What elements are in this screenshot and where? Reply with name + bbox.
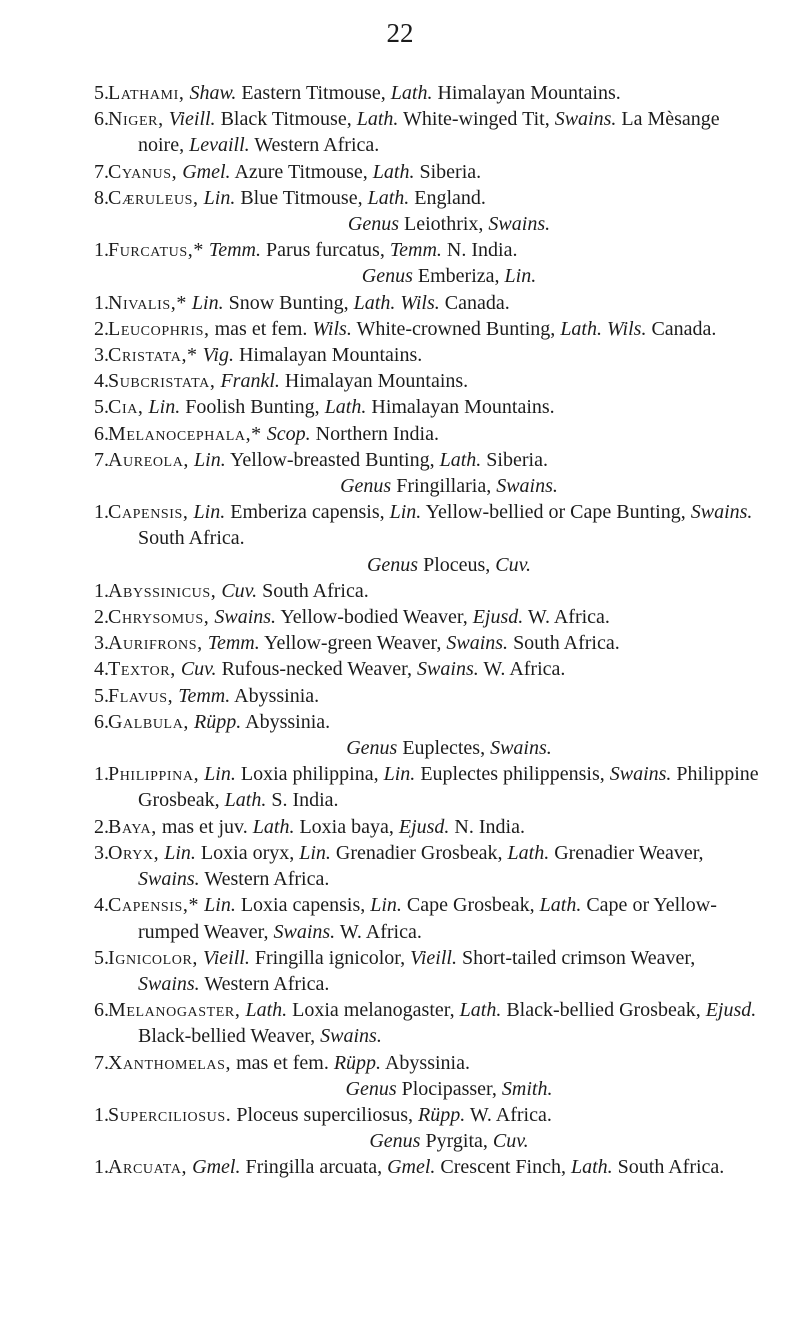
species-author: Frankl.: [220, 370, 280, 393]
species-entry: [94, 368, 759, 394]
entry-text: Canada.: [444, 291, 510, 314]
entry-number: 4.: [94, 894, 109, 917]
entry-text: W. Africa.: [339, 920, 422, 943]
reference-author: Swains.: [554, 108, 617, 131]
species-name: Capensis,*: [108, 894, 200, 917]
species-name: Furcatus,*: [108, 239, 204, 262]
reference-author: Lath.: [539, 894, 582, 917]
genus-name: Fringillaria,: [396, 475, 492, 498]
species-author: Lin.: [204, 894, 236, 917]
reference-author: Lin.: [389, 501, 422, 524]
species-name: Melanogaster,: [108, 999, 241, 1022]
entry-text: South Africa.: [138, 527, 245, 550]
reference-author: Lath.: [372, 160, 415, 183]
entry-text: Cape Grosbeak,: [406, 894, 535, 917]
entry-description: Yellow-green Weaver,: [264, 632, 442, 655]
entry-text: South Africa.: [513, 632, 620, 655]
reference-author: Temm.: [389, 239, 442, 262]
entry-description: mas et juv.: [161, 815, 248, 838]
entry-number: 5.: [94, 396, 109, 419]
entry-text: Canada.: [651, 317, 717, 340]
species-author: Temm.: [207, 632, 260, 655]
entry-description: Loxia philippina,: [240, 763, 379, 786]
species-author: Cuv.: [180, 658, 217, 681]
entry-text: W. Africa.: [483, 658, 566, 681]
reference-author: Ejusd.: [398, 815, 450, 838]
entry-number: 7.: [94, 448, 109, 471]
species-list: [94, 80, 759, 1181]
species-name: Niger,: [108, 108, 164, 131]
reference-author: Lath.: [252, 815, 295, 838]
species-name: Cia,: [108, 396, 144, 419]
entry-number: 6.: [94, 422, 109, 445]
species-name: Melanocephala,*: [108, 422, 262, 445]
entry-text: N. India.: [446, 239, 518, 262]
entry-number: 6.: [94, 999, 109, 1022]
species-author: Rüpp.: [194, 710, 242, 733]
species-name: Chrysomus,: [108, 606, 210, 629]
species-entry: [94, 447, 759, 473]
entry-text: Grenadier Weaver,: [554, 841, 704, 864]
entry-description: Rufous-necked Weaver,: [221, 658, 413, 681]
genus-heading: [99, 211, 759, 237]
entry-text: Siberia.: [486, 448, 548, 471]
entry-text: Short-tailed crimson Weaver,: [461, 946, 696, 969]
species-author: Lin.: [204, 763, 236, 786]
reference-author: Swains.: [320, 1025, 382, 1048]
species-name: Galbula,: [108, 710, 190, 733]
genus-heading: [99, 1076, 759, 1102]
species-name: Subcristata,: [108, 370, 216, 393]
entry-number: 1.: [94, 291, 109, 314]
genus-label: Genus: [366, 553, 419, 576]
genus-label: Genus: [369, 1130, 421, 1153]
genus-author: Lin.: [504, 265, 537, 288]
species-name: Abyssinicus,: [108, 579, 217, 602]
species-entry: [94, 342, 759, 368]
entry-text: Grenadier Grosbeak,: [335, 841, 503, 864]
genus-heading: [99, 1128, 759, 1154]
entry-number: 1.: [94, 579, 109, 602]
entry-number: 5.: [94, 82, 109, 104]
genus-name: Emberiza,: [417, 265, 500, 288]
entry-text: Euplectes philippensis,: [420, 763, 605, 786]
entry-description: South Africa.: [262, 579, 369, 602]
species-author: Vieill.: [203, 946, 250, 969]
species-name: Baya,: [108, 815, 157, 838]
reference-author: Levaill.: [189, 134, 250, 157]
entry-text: Western Africa.: [204, 868, 330, 891]
entry-text: Black-bellied Weaver,: [138, 1025, 316, 1048]
genus-heading: [99, 263, 759, 289]
entry-text: Yellow-bellied or Cape Bunting,: [425, 501, 686, 524]
reference-author: Lath.: [570, 1156, 613, 1179]
species-author: Vieill.: [168, 108, 216, 131]
entry-text: Abyssinia.: [384, 1051, 470, 1074]
entry-text: White-crowned Bunting,: [356, 317, 556, 340]
species-entry: [94, 290, 759, 316]
species-entry: [94, 997, 759, 1049]
genus-label: Genus: [346, 737, 398, 760]
entry-number: 2.: [94, 606, 109, 629]
entry-text: Loxia baya,: [299, 815, 394, 838]
entry-text: England.: [414, 186, 486, 209]
genus-name: Ploceus,: [423, 553, 491, 576]
entry-description: Yellow-breasted Bunting,: [229, 448, 435, 471]
entry-description: Abyssinia.: [234, 684, 320, 707]
entry-description: Emberiza capensis,: [230, 501, 385, 524]
entry-description: Ploceus superciliosus,: [236, 1103, 413, 1126]
species-entry: [94, 421, 759, 447]
entry-text: White-winged Tit,: [403, 108, 550, 131]
species-entry: [94, 683, 759, 709]
entry-number: 1.: [94, 501, 109, 524]
entry-description: Black Titmouse,: [220, 108, 352, 131]
species-name: Oryx,: [108, 841, 160, 864]
reference-author: Gmel.: [387, 1156, 436, 1179]
genus-author: Smith.: [501, 1077, 553, 1100]
genus-name: Pyrgita,: [425, 1130, 488, 1153]
genus-heading: [99, 473, 759, 499]
species-name: Aureola,: [108, 448, 190, 471]
species-author: Lath.: [245, 999, 288, 1022]
genus-name: Leiothrix,: [403, 213, 484, 236]
species-entry: [94, 761, 759, 813]
entry-text: La Mèsange noire,: [138, 108, 720, 157]
entry-number: 1.: [94, 1156, 109, 1179]
entry-number: 4.: [94, 370, 109, 393]
genus-name: Euplectes,: [402, 737, 486, 760]
reference-author: Lin.: [383, 763, 416, 786]
entry-text: Siberia.: [419, 160, 482, 183]
species-author: Shaw.: [189, 82, 237, 104]
entry-number: 3.: [94, 344, 109, 367]
entry-description: Himalayan Mountains.: [238, 344, 423, 367]
entry-text: Himalayan Mountains.: [437, 82, 621, 104]
genus-name: Plocipasser,: [401, 1077, 497, 1100]
entry-number: 1.: [94, 1103, 109, 1126]
species-entry: [94, 604, 759, 630]
species-entry: [94, 159, 759, 185]
reference-author: Swains.: [138, 972, 200, 995]
entry-description: Loxia capensis,: [240, 894, 366, 917]
genus-author: Cuv.: [495, 553, 532, 576]
species-entry: [94, 814, 759, 840]
entry-text: Western Africa.: [254, 134, 380, 157]
reference-author: Lath.: [459, 999, 502, 1022]
reference-author: Vieill.: [410, 946, 457, 969]
reference-author: Lath.: [367, 186, 410, 209]
species-name: Ignicolor,: [108, 946, 198, 969]
species-entry: [94, 578, 759, 604]
species-name: Philippina,: [108, 763, 200, 786]
entry-text: South Africa.: [617, 1156, 725, 1179]
genus-author: Cuv.: [492, 1130, 529, 1153]
entry-text: W. Africa.: [469, 1103, 552, 1126]
species-entry: [94, 1050, 759, 1076]
entry-description: Fringilla arcuata,: [245, 1156, 383, 1179]
entry-description: Northern India.: [315, 422, 439, 445]
entry-description: Himalayan Mountains.: [284, 370, 469, 393]
reference-author: Ejusd.: [705, 999, 757, 1022]
genus-heading: [99, 735, 759, 761]
reference-author: Swains.: [273, 920, 336, 943]
species-name: Flavus,: [108, 684, 174, 707]
species-entry: [94, 1102, 759, 1128]
species-name: Arcuata,: [108, 1156, 188, 1179]
entry-number: 6.: [94, 108, 109, 131]
reference-author: Lin.: [299, 841, 331, 864]
genus-heading: [99, 552, 759, 578]
reference-author: Swains.: [446, 632, 509, 655]
species-author: Lin.: [193, 501, 226, 524]
reference-author: Swains.: [138, 868, 200, 891]
species-name: Cristata,*: [108, 344, 198, 367]
entry-number: 1.: [94, 239, 109, 262]
entry-description: Blue Titmouse,: [240, 186, 363, 209]
entry-number: 3.: [94, 632, 109, 655]
species-name: Textor,: [108, 658, 176, 681]
entry-description: Snow Bunting,: [228, 291, 349, 314]
species-entry: [94, 840, 759, 892]
entry-number: 2.: [94, 317, 109, 340]
genus-label: Genus: [345, 1077, 397, 1100]
entry-text: Western Africa.: [204, 972, 330, 995]
entry-text: S. India.: [271, 789, 339, 812]
entry-text: W. Africa.: [527, 606, 610, 629]
species-entry: [94, 945, 759, 997]
entry-description: Eastern Titmouse,: [241, 82, 386, 104]
entry-number: 1.: [94, 763, 109, 786]
species-author: Lin.: [191, 291, 224, 314]
entry-number: 6.: [94, 710, 109, 733]
reference-author: Swains.: [417, 658, 479, 681]
species-author: Swains.: [214, 606, 277, 629]
species-name: Nivalis,*: [108, 291, 187, 314]
entry-description: Azure Titmouse,: [234, 160, 368, 183]
species-entry: [94, 394, 759, 420]
species-name: Leucophris,: [108, 317, 210, 340]
entry-number: 7.: [94, 1051, 109, 1074]
genus-author: Swains.: [490, 737, 552, 760]
species-author: Gmel.: [192, 1156, 241, 1179]
species-name: Cæruleus,: [108, 186, 199, 209]
species-entry: [94, 499, 759, 551]
entry-number: 4.: [94, 658, 109, 681]
species-name: Capensis,: [108, 501, 189, 524]
entry-description: Foolish Bunting,: [185, 396, 320, 419]
species-entry: [94, 630, 759, 656]
entry-number: 8.: [94, 186, 109, 209]
entry-description: mas et fem.: [236, 1051, 329, 1074]
entry-number: 3.: [94, 841, 109, 864]
species-entry: [94, 892, 759, 944]
entry-text: Crescent Finch,: [440, 1156, 566, 1179]
species-entry: [94, 80, 759, 106]
reference-author: Lath.: [439, 448, 482, 471]
reference-author: Lath.: [224, 789, 267, 812]
entry-text: Himalayan Mountains.: [371, 396, 555, 419]
reference-author: Lath.: [324, 396, 367, 419]
reference-author: Swains.: [609, 763, 672, 786]
species-author: Lin.: [194, 448, 226, 471]
reference-author: Rüpp.: [417, 1103, 466, 1126]
genus-author: Swains.: [488, 213, 551, 236]
species-name: Aurifrons,: [108, 632, 203, 655]
species-author: Lin.: [148, 396, 181, 419]
page-number: 22: [386, 18, 414, 48]
species-author: Lin.: [203, 186, 236, 209]
reference-author: Swains.: [690, 501, 753, 524]
entry-description: Loxia melanogaster,: [292, 999, 455, 1022]
genus-label: Genus: [361, 265, 413, 288]
species-entry: [94, 656, 759, 682]
genus-author: Swains.: [496, 475, 558, 498]
reference-author: Lath.: [390, 82, 433, 104]
entry-number: 2.: [94, 815, 109, 838]
species-author: Cuv.: [221, 579, 258, 602]
entry-number: 5.: [94, 946, 109, 969]
species-author: Vig.: [202, 344, 234, 367]
entry-number: 5.: [94, 684, 109, 707]
species-name: Superciliosus.: [108, 1103, 232, 1126]
species-name: Lathami,: [108, 82, 185, 104]
species-entry: [94, 1154, 759, 1180]
reference-author: Lin.: [370, 894, 402, 917]
species-author: Temm.: [178, 684, 231, 707]
species-author: Lin.: [164, 841, 196, 864]
species-entry: [94, 106, 759, 158]
reference-author: Lath.: [507, 841, 550, 864]
entry-description: Loxia oryx,: [200, 841, 295, 864]
entry-text: N. India.: [454, 815, 525, 838]
entry-description: Fringilla ignicolor,: [254, 946, 406, 969]
species-author: Scop.: [266, 422, 311, 445]
reference-author: Lath.: [356, 108, 399, 131]
species-author: Gmel.: [182, 160, 231, 183]
genus-label: Genus: [347, 213, 399, 236]
species-entry: [94, 237, 759, 263]
reference-author: Lath. Wils.: [353, 291, 440, 314]
reference-author: Lath. Wils.: [560, 317, 647, 340]
entry-text: Philippine Grosbeak,: [138, 763, 759, 812]
entry-description: Yellow-bodied Weaver,: [280, 606, 468, 629]
species-name: Xanthomelas,: [108, 1051, 232, 1074]
entry-description: Parus furcatus,: [265, 239, 385, 262]
entry-number: 7.: [94, 160, 109, 183]
entry-description: Abyssinia.: [245, 710, 331, 733]
reference-author: Rüpp.: [333, 1051, 382, 1074]
reference-author: Ejusd.: [472, 606, 524, 629]
entry-text: Cape or Yellow-rumped Weaver,: [138, 894, 717, 943]
entry-text: Black-bellied Grosbeak,: [506, 999, 701, 1022]
genus-label: Genus: [340, 475, 392, 498]
species-entry: [94, 709, 759, 735]
species-entry: [94, 316, 759, 342]
species-entry: [94, 185, 759, 211]
species-author: Temm.: [208, 239, 261, 262]
species-name: Cyanus,: [108, 160, 178, 183]
entry-description: mas et fem.: [214, 317, 308, 340]
reference-author: Wils.: [312, 317, 352, 340]
